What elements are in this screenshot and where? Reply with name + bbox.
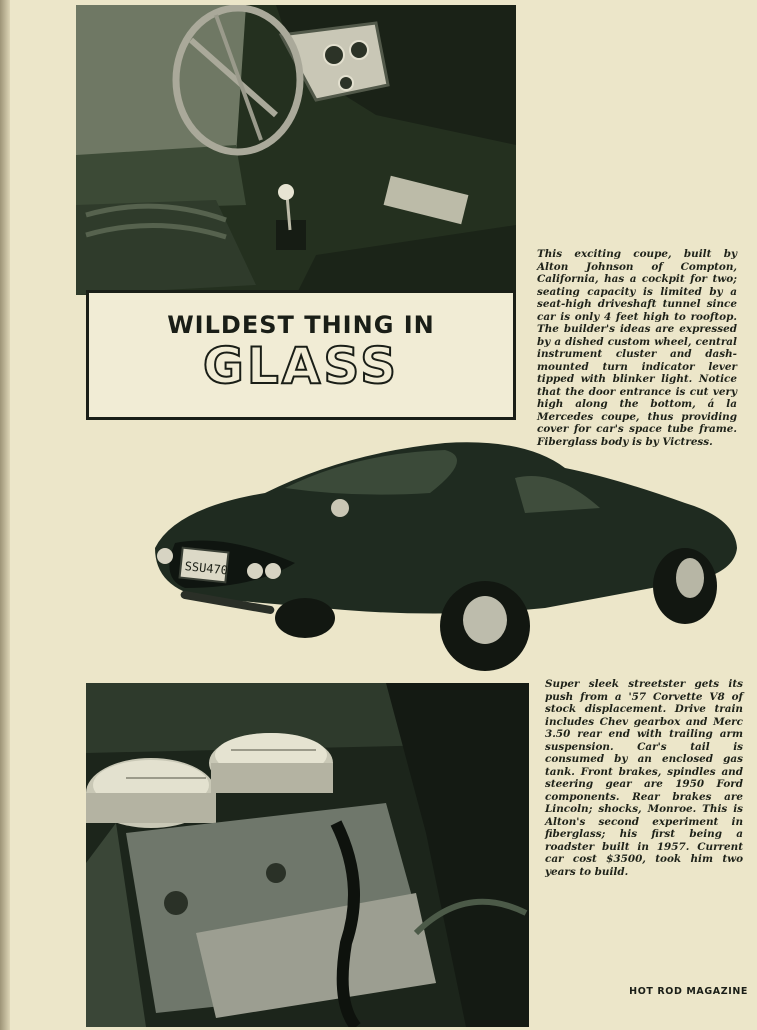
car-photo (145, 438, 745, 673)
engine-photo-graphic (86, 683, 529, 1027)
engine-photo (86, 683, 529, 1027)
article-title-line1: WILDEST THING IN (167, 311, 435, 339)
caption-interior: This exciting coupe, built by Alton Johnson of Compton, California, has a cockpit for two; seating capacity is limited by a seat-high driveshaft tunnel since car is only 4 feet high to rooftop. The builder's ideas are expressed by a dished custom wheel, central instrument cluster and dash-mounted turn indicator lever tipped with blinker light. Notice that the door entrance is cut very high along the bottom, á la Mercedes coupe, thus providing cover for car's space tube frame. Fiberglass body is by Victress. (537, 248, 737, 448)
interior-photo (76, 5, 516, 295)
interior-photo-graphic (76, 5, 516, 295)
car-photo-graphic (145, 438, 745, 673)
article-title-line2: GLASS (202, 337, 400, 395)
page-spine-shadow (0, 0, 10, 1030)
magazine-footer: HOT ROD MAGAZINE (629, 986, 748, 997)
license-plate-text: SSU470 (184, 559, 229, 578)
caption-engine: Super sleek streetster gets its push from a '57 Corvette V8 of stock displacement. Drive train includes Chev gearbox and Merc 3.50 rear end with trailing arm suspension. Car's tail is consumed by an enclosed gas tank. Front brakes, spindles and steering gear are 1950 Ford components. Rear brakes are Lincoln; shocks, Monroe. This is Alton's second experiment in fiberglass; his first being a roadster built in 1957. Current car cost $3500, took him two years to build. (545, 678, 743, 878)
article-title-panel (86, 290, 516, 420)
